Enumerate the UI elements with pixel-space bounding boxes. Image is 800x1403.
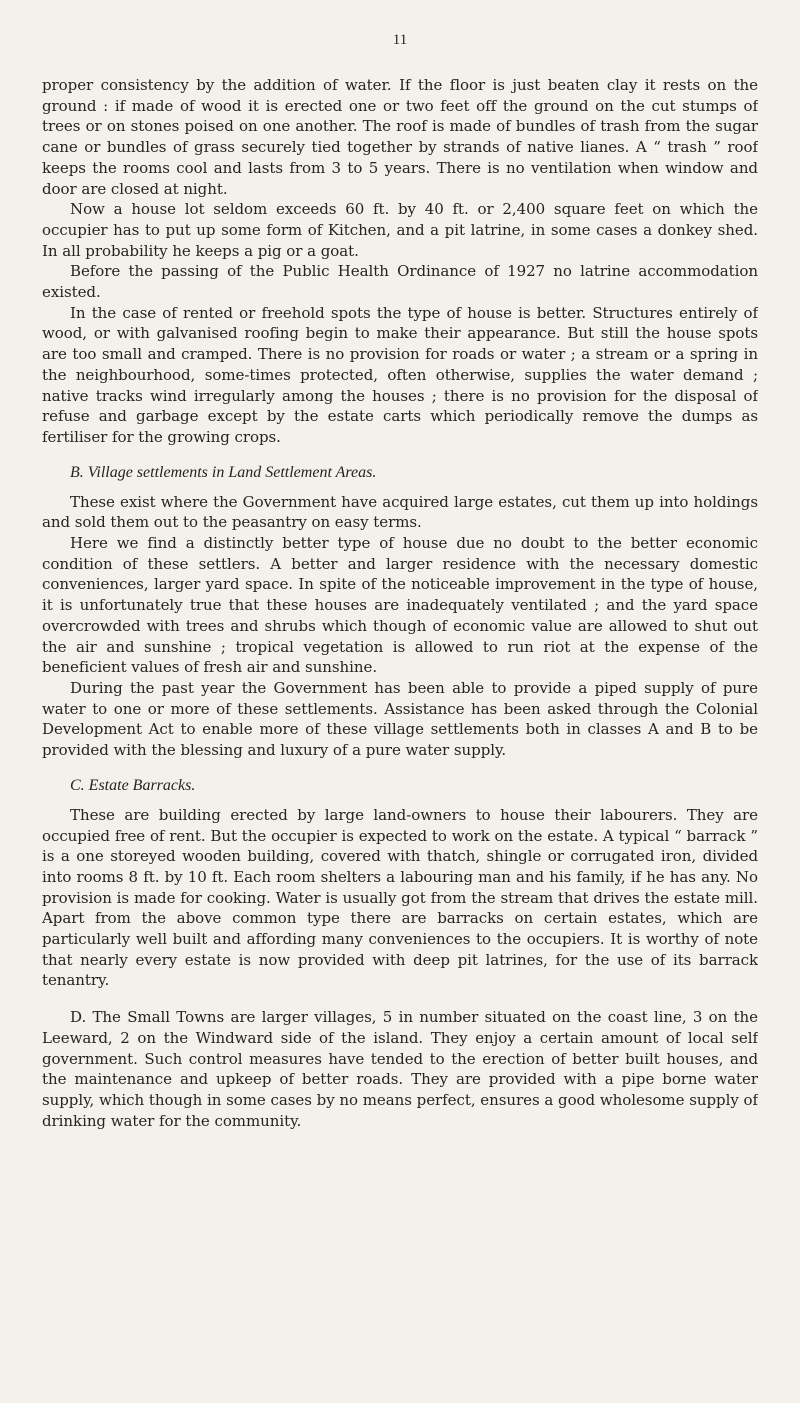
paragraph-small-towns: D. The Small Towns are larger villages, 5 in number situated on the coast line, 3 on the Leeward, 2 on the Windward side of the island. They enjoy a certain amount of local self government. Such control measures have tended to the erection of better built houses, and the maintenance and upkeep of better roads. They are provided with a pipe borne water supply, which though in some cases by no means perfect, ensures a good wholesome supply of drinking water for the community. — [42, 1008, 758, 1130]
paragraph-village-settlements-intro: These exist where the Government have acquired large estates, cut them up into holdings and sold them out to the peasantry on easy terms. — [42, 492, 758, 532]
paragraph-estate-barracks: These are building erected by large land-owners to house their labourers. They are occupied free of rent. But the occupier is expected to work on the estate. A typical “ barrack ” is a one storeyed wooden building, covered with thatch, shingle or corrugated iron, divided into rooms 8 ft. by 10 ft. Each room shelters a labouring man and his family, if he has any. No provision is made for cooking. Water is usually got from the stream that drives the estate mill. Apart from the above common type there are barracks on certain estates, which are particularly well built and affording many conveniences to the occupiers. It is worthy of note that nearly every estate is now provided with deep pit latrines, for the use of its barrack tenantry. — [42, 805, 758, 990]
section-letter: B. — [70, 463, 84, 481]
page-number: 11 — [392, 32, 408, 48]
paragraph-public-health-ordinance: Before the passing of the Public Health Ordinance of 1927 no latrine accommodation existed. — [42, 262, 758, 302]
section-heading-village-settlements — [42, 464, 758, 482]
section-heading-estate-barracks — [42, 777, 758, 795]
paragraph-walls-floor-roof: proper consistency by the addition of water. If the floor is just beaten clay it rests on the ground : if made of wood it is erected one or two feet off the ground on the cut stumps of trees or on stones poised on one another. The roof is made of bundles of trash from the sugar cane or bundles of grass securely tied together by strands of native lianes. A “ trash ” roof keeps the rooms cool and lasts from 3 to 5 years. There is no ventilation when window and door are closed at night. — [42, 76, 758, 198]
section-letter: C. — [70, 776, 85, 794]
section-title: Estate Barracks. — [88, 776, 196, 794]
paragraph-piped-water-supply: During the past year the Government has been able to provide a piped supply of pure water to one or more of these settlements. Assistance has been asked through the Colonial Development Act to enable more of these village settlements both in classes A and B to be provided with the blessing and luxury of a pure water supply. — [42, 678, 758, 760]
paragraph-better-type-of-house: Here we find a distinctly better type of house due no doubt to the better economic condition of these settlers. A better and larger residence with the necessary domestic conveniences, larger yard space. In spite of the noticeable improvement in the type of house, it is unfortunately true that these houses are inadequately ventilated ; and the yard space overcrowded with trees and shrubs which though of economic value are allowed to shut out the air and sunshine ; tropical vegetation is allowed to run riot at the expense of the beneficient values of fresh air and sunshine. — [42, 534, 758, 677]
paragraph-house-lot-size: Now a house lot seldom exceeds 60 ft. by 40 ft. or 2,400 square feet on which the occupier has to put up some form of Kitchen, and a pit latrine, in some cases a donkey shed. In all probability he keeps a pig or a goat. — [42, 200, 758, 260]
section-title: Village settlements in Land Settlement Areas. — [87, 463, 377, 481]
document-page — [42, 32, 758, 1372]
paragraph-rented-freehold-spots: In the case of rented or freehold spots the type of house is better. Structures entirely of wood, or with galvanised roofing begin to make their appearance. But still the house spots are too small and cramped. There is no provision for roads or water ; a stream or a spring in the neighbourhood, some-times protected, often otherwise, supplies the water demand ; native tracks wind irregularly among the houses ; there is no provision for the disposal of refuse and garbage except by the estate carts which periodically remove the dumps as fertiliser for the growing crops. — [42, 303, 758, 446]
